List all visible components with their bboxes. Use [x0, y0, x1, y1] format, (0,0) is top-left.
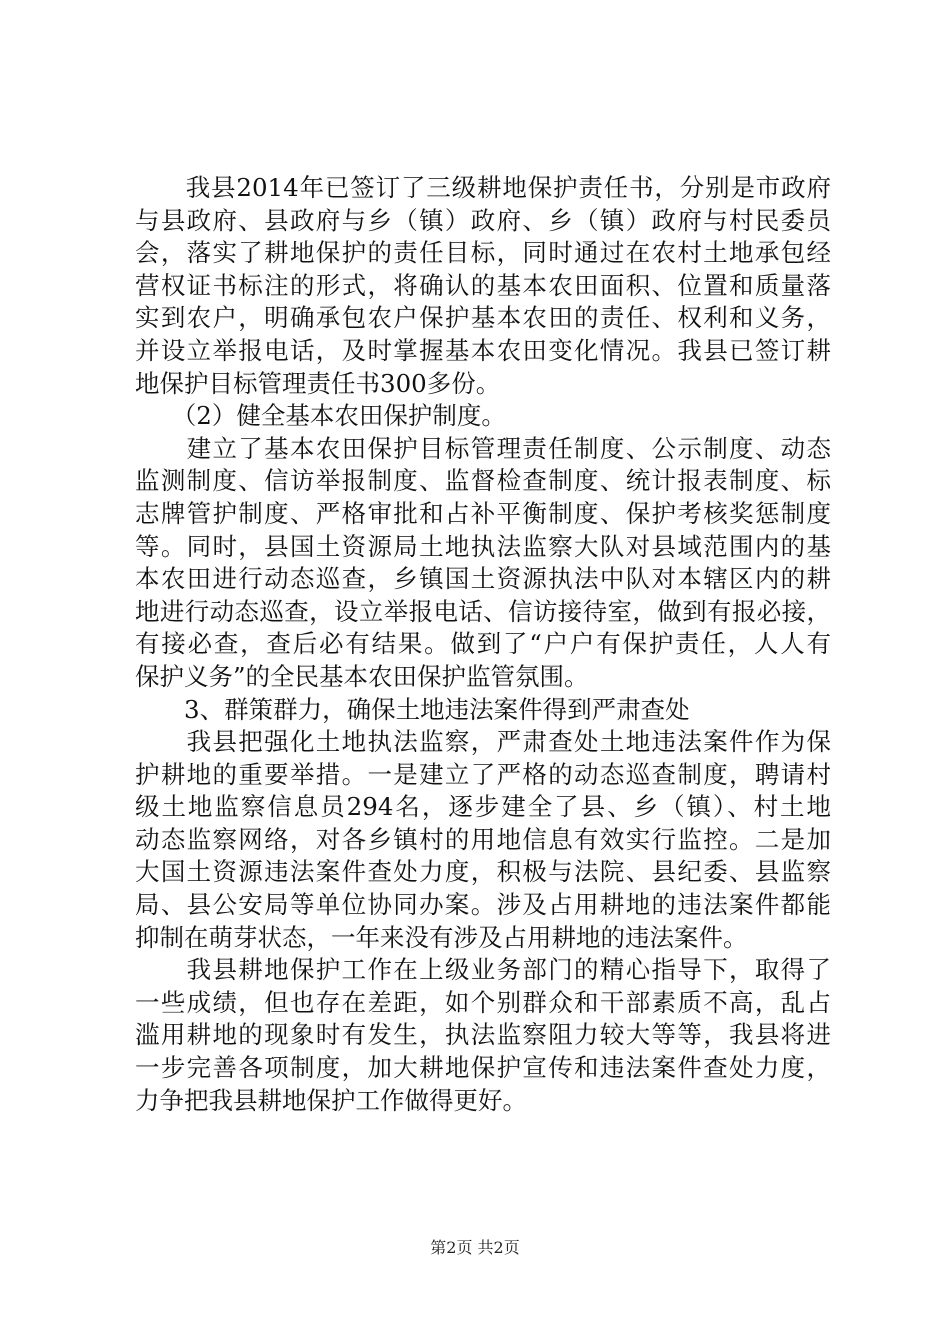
text-line: 并设立举报电话，及时掌握基本农田变化情况。我县已签订耕: [135, 335, 831, 365]
text-line: 与县政府、县政府与乡（镇）政府、乡（镇）政府与村民委员: [135, 205, 831, 235]
section-heading: 3、群策群力，确保土地违法案件得到严肃查处: [135, 694, 690, 724]
text-line: 滥用耕地的现象时有发生，执法监察阻力较大等等，我县将进: [135, 1020, 831, 1050]
text-line: 护耕地的重要举措。一是建立了严格的动态巡查制度，聘请村: [135, 759, 831, 789]
text-line: 本农田进行动态巡查，乡镇国土资源执法中队对本辖区内的耕: [135, 564, 831, 594]
text-line: 局、县公安局等单位协同办案。涉及占用耕地的违法案件都能: [135, 890, 831, 920]
text-line: 会，落实了耕地保护的责任目标，同时通过在农村土地承包经: [135, 238, 831, 268]
text-line: 一步完善各项制度，加大耕地保护宣传和违法案件查处力度，: [135, 1053, 831, 1083]
page-number-footer: 第2页 共2页: [430, 1238, 520, 1257]
text-line: 志牌管护制度、严格审批和占补平衡制度、保护考核奖惩制度: [135, 498, 831, 528]
text-line: 我县耕地保护工作在上级业务部门的精心指导下，取得了: [135, 955, 831, 985]
document-body: [135, 172, 831, 1117]
text-line: 保护义务”的全民基本农田保护监管氛围。: [135, 661, 589, 691]
text-line: 实到农户，明确承包农户保护基本农田的责任、权利和义务，: [135, 303, 831, 333]
text-line: 地进行动态巡查，设立举报电话、信访接待室，做到有报必接，: [135, 596, 831, 626]
text-line: 抑制在萌芽状态，一年来没有涉及占用耕地的违法案件。: [135, 922, 748, 952]
text-line: 级土地监察信息员294名，逐步建全了县、乡（镇）、村土地: [135, 792, 831, 822]
section-heading: （2）健全基本农田保护制度。: [135, 401, 506, 431]
text-line: 等。同时，县国土资源局土地执法监察大队对县域范围内的基: [135, 531, 831, 561]
text-line: 我县把强化土地执法监察，严肃查处土地违法案件作为保: [135, 727, 831, 757]
text-line: 我县2014年已签订了三级耕地保护责任书，分别是市政府: [135, 173, 831, 202]
text-line: 大国土资源违法案件查处力度，积极与法院、县纪委、县监察: [135, 857, 831, 887]
text-line: 一些成绩，但也存在差距，如个别群众和干部素质不高，乱占: [135, 987, 831, 1017]
text-line: 建立了基本农田保护目标管理责任制度、公示制度、动态: [135, 433, 831, 463]
text-line: 营权证书标注的形式，将确认的基本农田面积、位置和质量落: [135, 270, 831, 300]
text-line: 地保护目标管理责任书300多份。: [135, 368, 501, 398]
text-line: 有接必查，查后必有结果。做到了“户户有保护责任，人人有: [135, 629, 831, 659]
text-line: 力争把我县耕地保护工作做得更好。: [135, 1085, 527, 1115]
text-line: 监测制度、信访举报制度、监督检查制度、统计报表制度、标: [135, 466, 831, 496]
text-line: 动态监察网络，对各乡镇村的用地信息有效实行监控。二是加: [135, 824, 831, 854]
